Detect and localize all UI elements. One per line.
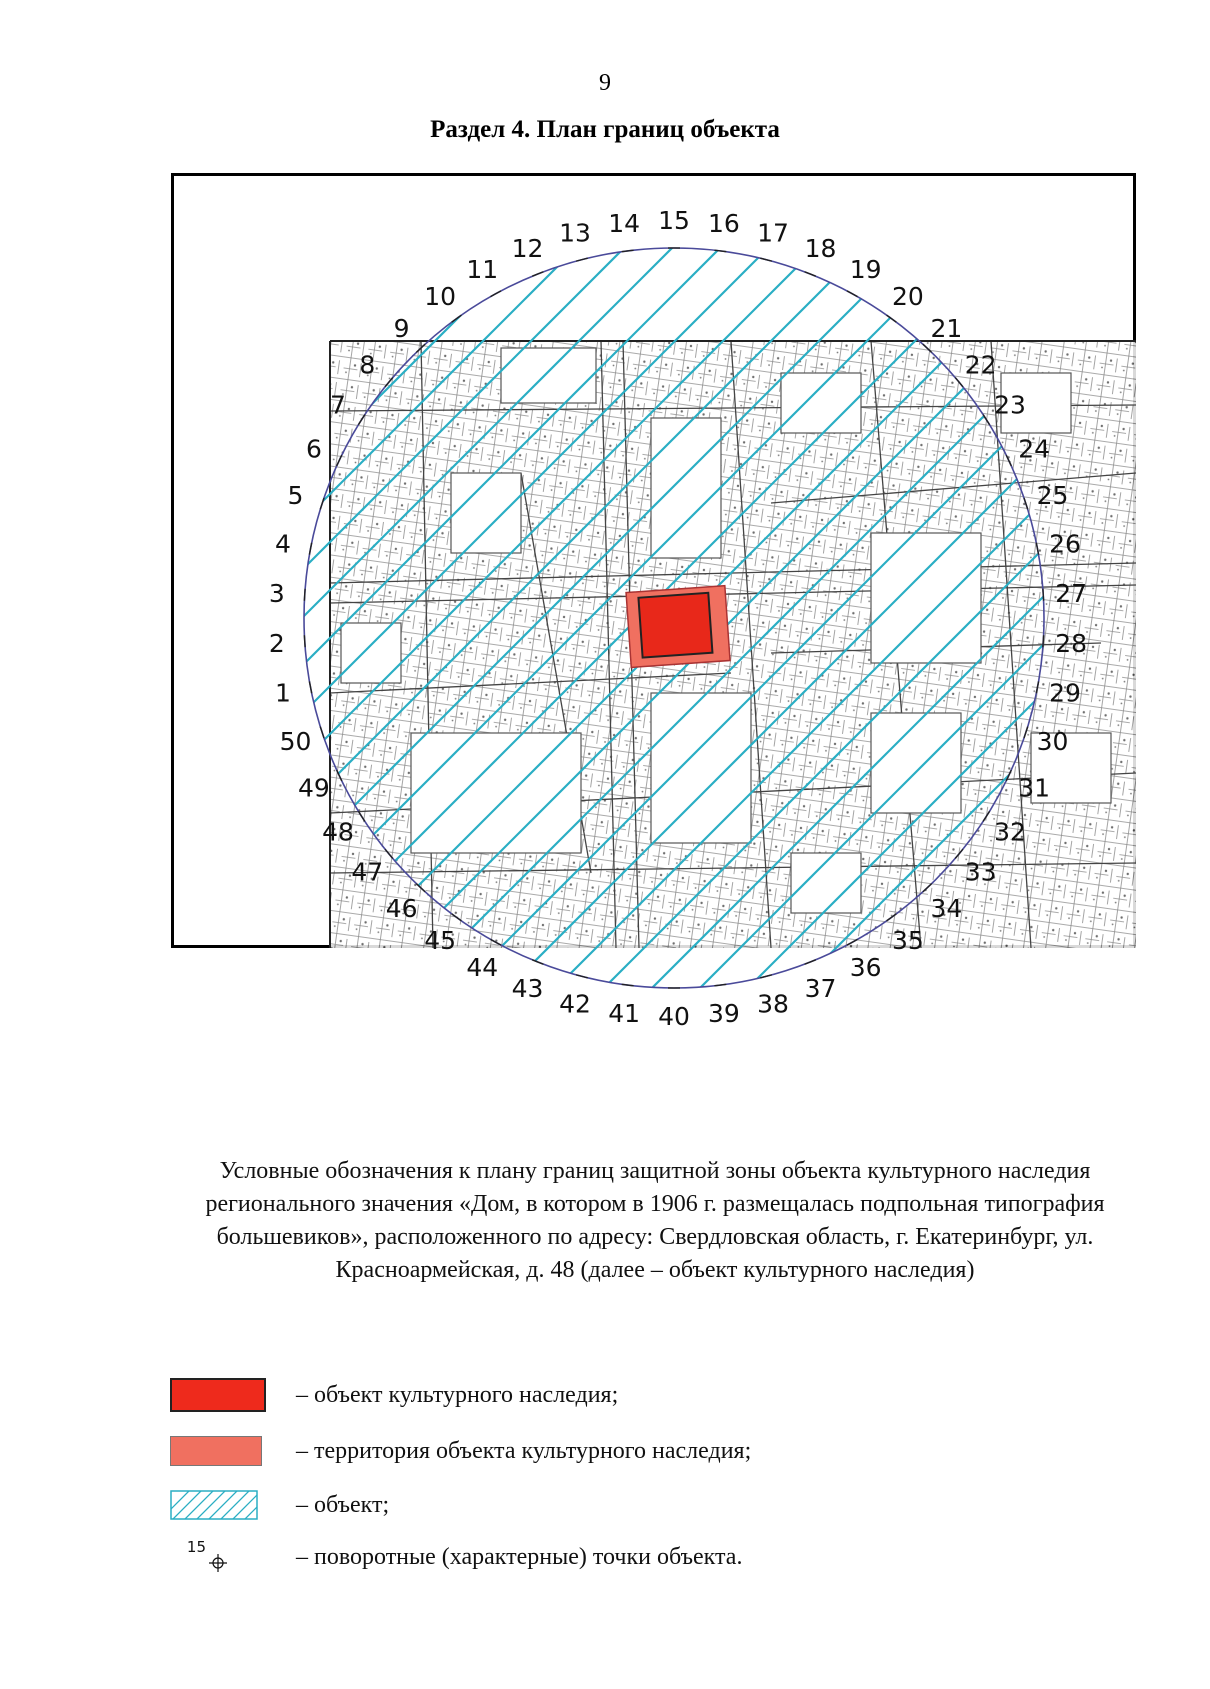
boundary-point-label: 7 — [330, 390, 346, 420]
boundary-point-label: 45 — [424, 926, 457, 955]
boundary-point-label: 43 — [511, 974, 544, 1004]
boundary-point-label: 47 — [351, 857, 384, 887]
boundary-point-label: 40 — [658, 1002, 690, 1031]
boundary-point-label: 3 — [268, 579, 285, 608]
boundary-point-label: 16 — [707, 209, 740, 239]
section-title: Раздел 4. План границ объекта — [430, 116, 780, 143]
legend-label: – объект культурного наследия; — [296, 1382, 619, 1408]
boundary-point-label: 20 — [891, 282, 924, 311]
legend-item-turning-points — [170, 1540, 1070, 1580]
boundary-point-label: 30 — [1036, 727, 1069, 756]
boundary-plan-map — [171, 173, 1136, 1031]
boundary-point-label: 50 — [279, 727, 312, 756]
boundary-point-label: 22 — [964, 350, 997, 380]
boundary-point-label: 31 — [1018, 773, 1051, 803]
boundary-point-label: 35 — [891, 926, 924, 955]
boundary-point-label: 13 — [559, 218, 591, 248]
boundary-point-label: 25 — [1036, 481, 1069, 510]
boundary-point-label: 41 — [608, 998, 641, 1028]
boundary-point-label: 44 — [466, 952, 499, 982]
boundary-point-label: 2 — [268, 629, 285, 658]
boundary-point-label: 23 — [994, 390, 1026, 420]
boundary-point-label: 39 — [707, 998, 740, 1028]
boundary-point-label: 49 — [297, 773, 330, 803]
crosshair-point-icon — [170, 1540, 230, 1576]
legend-item-heritage-object — [170, 1378, 1070, 1418]
boundary-point-label: 28 — [1055, 629, 1088, 658]
boundary-point-label: 1 — [275, 678, 291, 708]
boundary-point-label: 14 — [608, 209, 641, 239]
topographic-base — [330, 341, 1136, 948]
boundary-point-label: 33 — [964, 857, 997, 887]
boundary-point-label: 6 — [305, 434, 322, 464]
legend-point-number: 15 — [186, 1538, 206, 1556]
boundary-point-label: 26 — [1049, 529, 1081, 559]
red-filled-square-icon — [170, 1378, 266, 1412]
boundary-point-label: 21 — [930, 313, 963, 343]
legend-item-heritage-territory — [170, 1434, 1070, 1474]
boundary-point-label: 38 — [757, 989, 789, 1019]
legend-item-zone — [170, 1488, 1070, 1528]
legend-label: – объект; — [296, 1492, 390, 1518]
boundary-point-label: 17 — [757, 218, 789, 248]
boundary-point-label: 48 — [322, 817, 354, 847]
heritage-object — [638, 593, 712, 658]
legend-label: – территория объекта культурного наследия; — [296, 1438, 752, 1464]
boundary-point-label: 9 — [393, 313, 410, 343]
boundary-point-label: 24 — [1018, 434, 1051, 464]
boundary-point-label: 4 — [275, 529, 291, 559]
boundary-point-label: 12 — [511, 233, 544, 263]
hatched-square-icon — [170, 1490, 258, 1520]
page-number: 9 — [599, 70, 611, 96]
boundary-point-label: 10 — [424, 282, 457, 311]
boundary-point-label: 29 — [1049, 678, 1081, 708]
salmon-filled-square-icon — [170, 1436, 262, 1466]
boundary-point-label: 5 — [287, 481, 304, 510]
boundary-point-label: 46 — [385, 894, 418, 924]
boundary-point-label: 11 — [466, 255, 499, 285]
map-frame — [171, 173, 1136, 1031]
boundary-point-label: 18 — [804, 233, 837, 263]
boundary-point-label: 34 — [930, 894, 963, 924]
boundary-point-label: 32 — [994, 817, 1026, 847]
boundary-point-label: 27 — [1055, 579, 1088, 608]
boundary-point-label: 42 — [559, 989, 591, 1019]
boundary-point-label: 37 — [804, 974, 837, 1004]
legend-label: – поворотные (характерные) точки объекта. — [296, 1544, 743, 1570]
boundary-point-label: 8 — [359, 350, 376, 380]
boundary-point-label: 15 — [658, 206, 690, 235]
legend-caption: Условные обозначения к плану границ защитной зоны объекта культурного наследия регионального значения «Дом, в котором в 1906 г. размещалась подпольная типография большевиков», расположенного по адресу: Свердловская область, г. Екатеринбург, ул. Красноармейская, д. 48 (далее – объект культурного наследия) — [205, 1158, 1105, 1283]
boundary-point-label: 19 — [849, 255, 882, 285]
boundary-point-label: 36 — [849, 952, 882, 982]
